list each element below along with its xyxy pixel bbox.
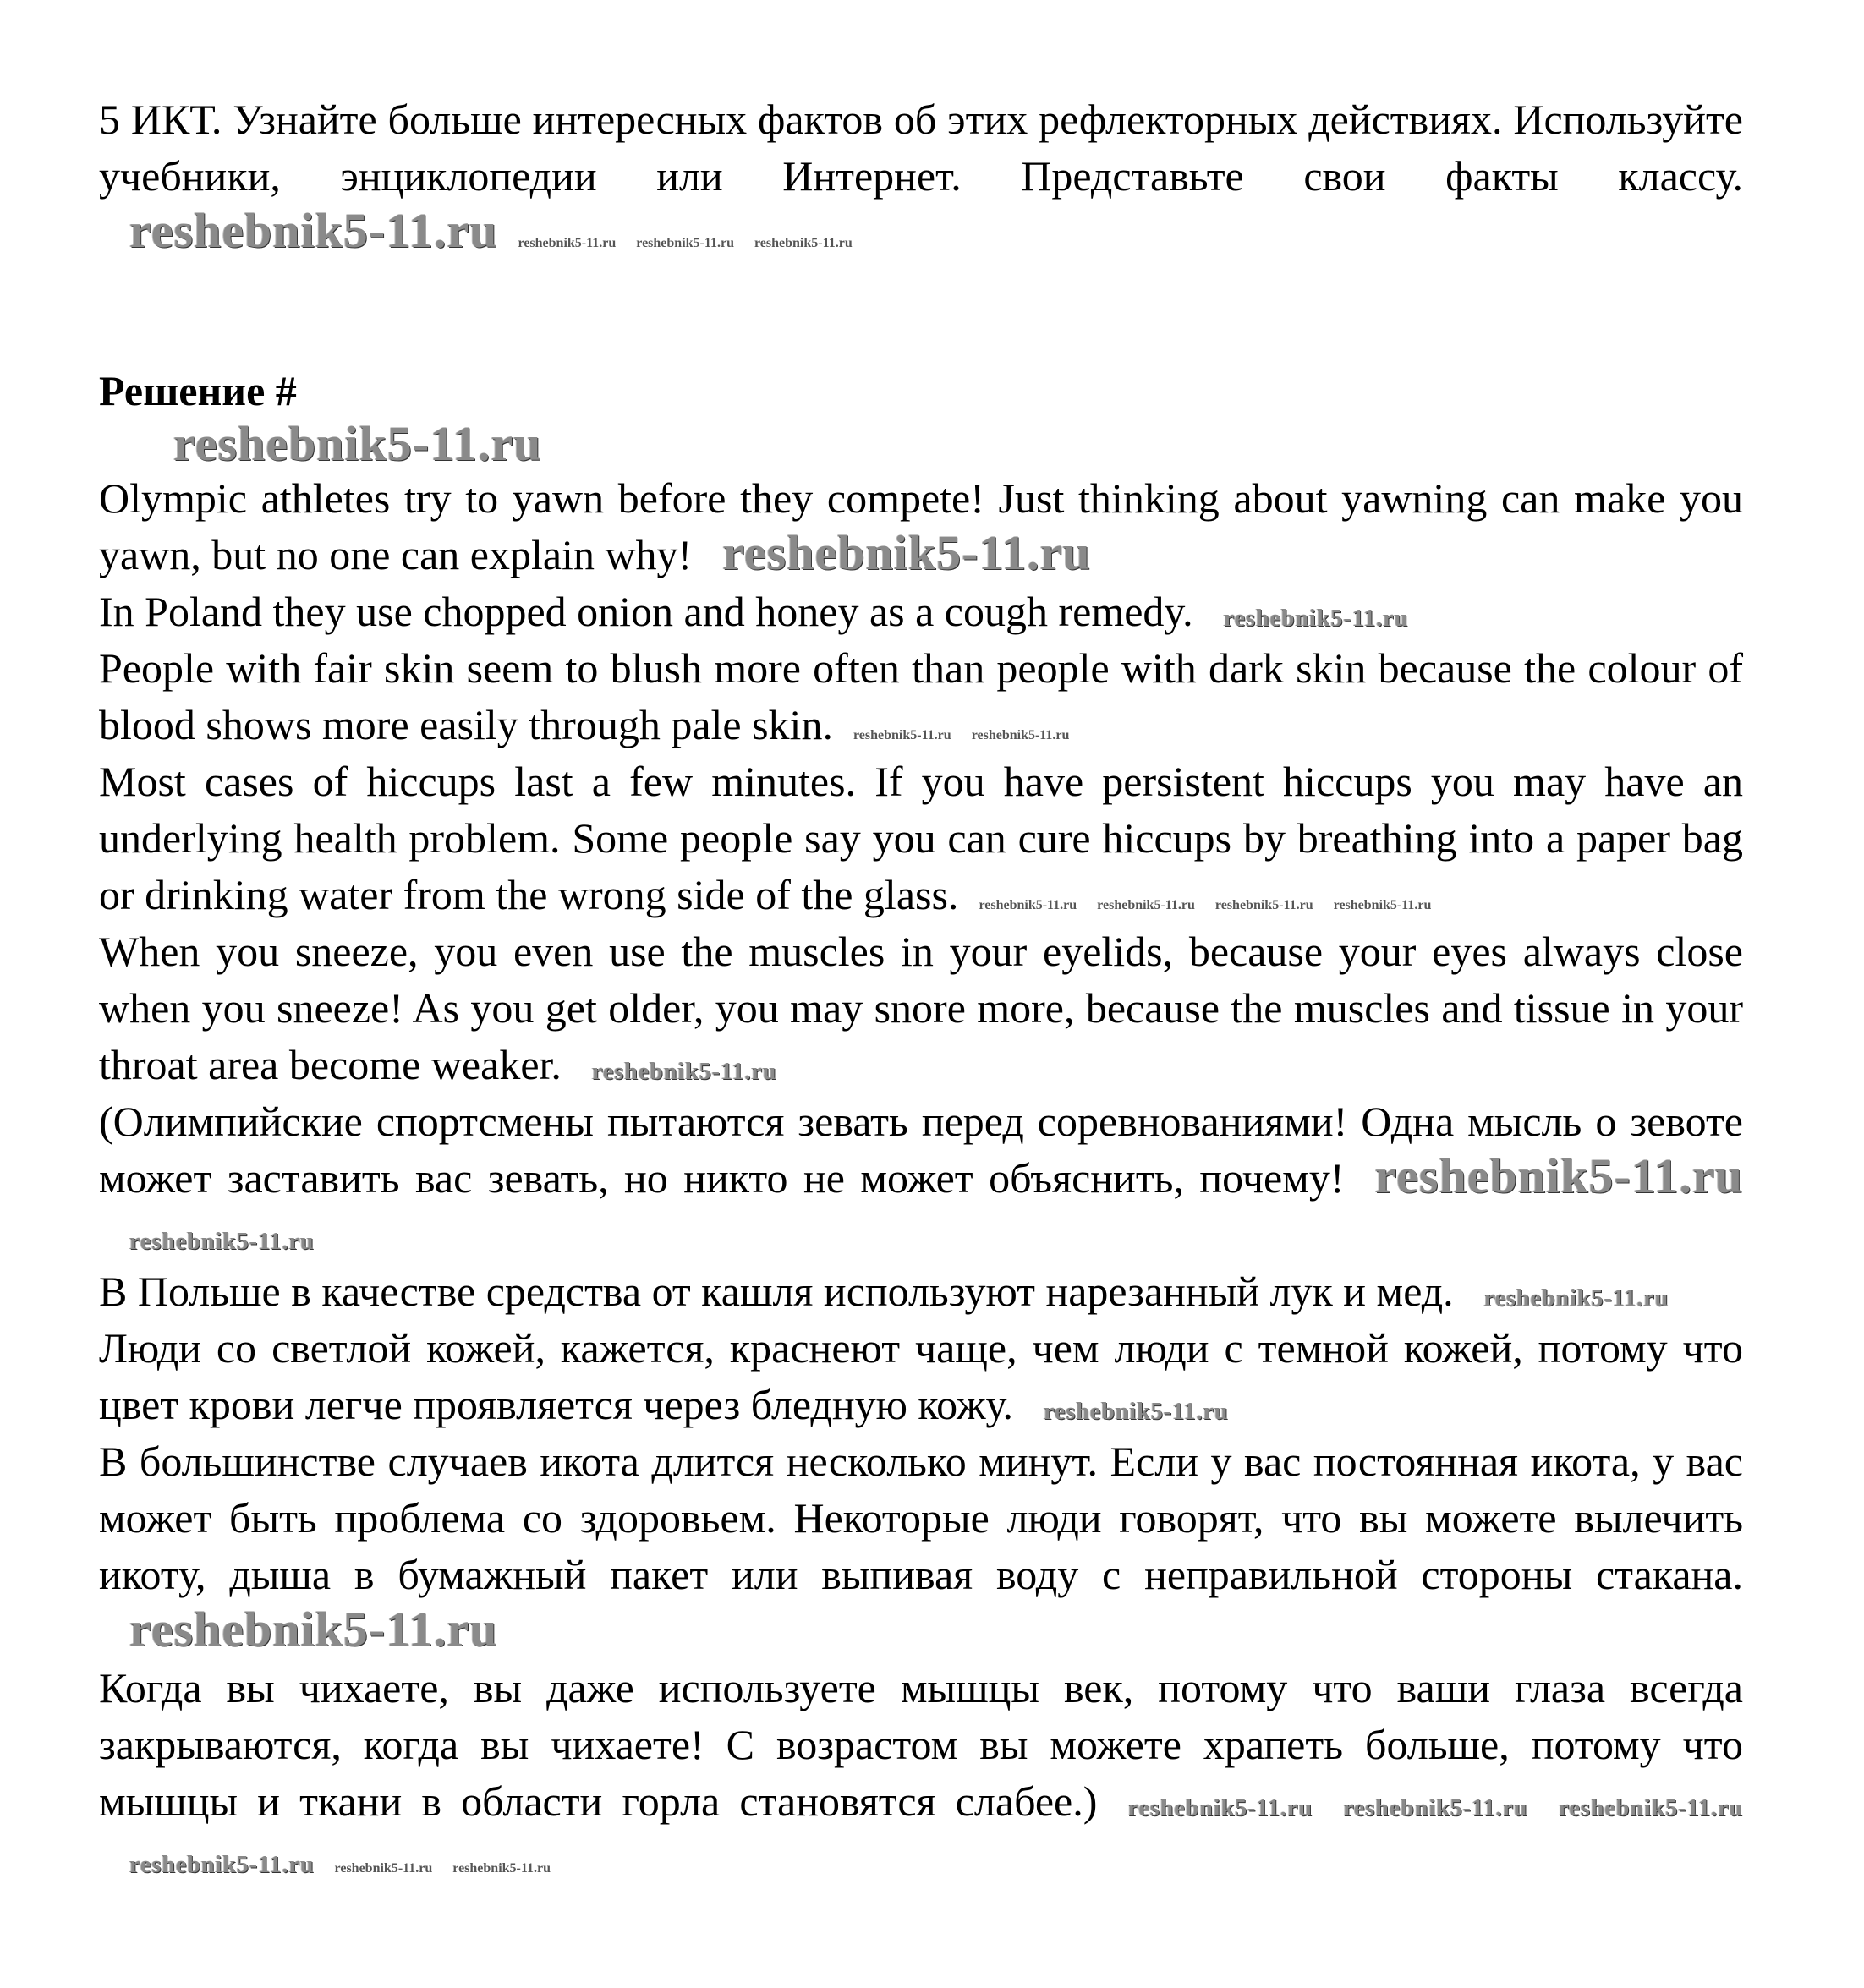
watermark: reshebnik5-11.ru (971, 728, 1070, 742)
watermark: reshebnik5-11.ru (754, 236, 853, 250)
fact-text: When you sneeze, you even use the muscles in your eyelids, because your eyes always close when you sneeze! As you get older, you may snore more, because the muscles and tissue in your throat area become weaker. (99, 928, 1743, 1088)
translation-paragraph (99, 1660, 1743, 1887)
translation-paragraph (99, 1093, 1743, 1263)
fact-text: Olympic athletes try to yawn before they compete! Just thinking about yawning can make you yawn, but no one can explain why! (99, 474, 1743, 578)
fact-text: In Poland they use chopped onion and honey as a cough remedy. (99, 588, 1193, 635)
watermark: reshebnik5-11.ru (591, 1059, 777, 1085)
watermark: reshebnik5-11.ru (452, 1861, 551, 1876)
fact-paragraph (99, 923, 1743, 1093)
translation-text: (Олимпийские спортсмены пытаются зевать перед соревнованиями! Одна мысль о зевоте может заставить вас зевать, но никто не может объяснить, почему! (99, 1098, 1743, 1202)
translation-text: В Польше в качестве средства от кашля используют нарезанный лук и мед. (99, 1268, 1454, 1315)
watermark: reshebnik5-11.ru (1558, 1795, 1743, 1821)
watermark: reshebnik5-11.ru (129, 203, 498, 258)
watermark: reshebnik5-11.ru (1333, 898, 1432, 912)
fact-text: Most cases of hiccups last a few minutes. If you have persistent hiccups you may have an underlying health problem. Some people say you can cure hiccups by breathing into a paper bag or drinking water from the wrong side of the glass. (99, 758, 1743, 918)
solution-body (99, 470, 1743, 1887)
page-content (99, 91, 1743, 1988)
translation-paragraph (99, 1263, 1743, 1320)
watermark: reshebnik5-11.ru (1214, 898, 1313, 912)
watermark: reshebnik5-11.ru (334, 1861, 433, 1876)
translation-text: Люди со светлой кожей, кажется, краснеют чаще, чем люди с темной кожей, потому что цвет крови легче проявляется через бледную кожу. (99, 1324, 1743, 1428)
fact-paragraph (99, 470, 1743, 583)
watermark: reshebnik5-11.ru (722, 525, 1091, 580)
fact-paragraph (99, 583, 1743, 640)
watermark: reshebnik5-11.ru (1223, 605, 1409, 632)
watermark: reshebnik5-11.ru (1342, 1795, 1528, 1821)
watermark: reshebnik5-11.ru (518, 236, 617, 250)
watermark: reshebnik5-11.ru (129, 1229, 315, 1255)
task-paragraph (99, 91, 1743, 261)
translation-text: Когда вы чихаете, вы даже используете мышцы век, потому что ваши глаза всегда закрываются, когда вы чихаете! С возрастом вы можете храпеть больше, потому что мышцы и ткани в области горла становятся слабее.) (99, 1664, 1743, 1825)
task-text: 5 ИКТ. Узнайте больше интересных фактов об этих рефлекторных действиях. Используйте учебники, энциклопедии или Интернет. Представьте свои факты классу. (99, 96, 1743, 200)
watermark: reshebnik5-11.ru (1483, 1285, 1669, 1312)
fact-paragraph (99, 640, 1743, 753)
watermark: reshebnik5-11.ru (129, 1602, 498, 1657)
watermark: reshebnik5-11.ru (129, 1852, 315, 1878)
watermark: reshebnik5-11.ru (1097, 898, 1195, 912)
fact-paragraph (99, 753, 1743, 923)
watermark-row (99, 416, 1743, 471)
translation-text: В большинстве случаев икота длится несколько минут. Если у вас постоянная икота, у вас может быть проблема со здоровьем. Некоторые люди говорят, что вы можете вылечить икоту, дыша в бумажный пакет или выпивая воду с неправильной стороны стакана. (99, 1438, 1743, 1598)
watermark: reshebnik5-11.ru (173, 416, 542, 471)
watermark: reshebnik5-11.ru (979, 898, 1077, 912)
translation-paragraph (99, 1320, 1743, 1433)
watermark: reshebnik5-11.ru (1127, 1795, 1313, 1821)
task-statement (99, 91, 1743, 261)
watermark: reshebnik5-11.ru (1374, 1148, 1743, 1203)
solution-heading: Решение # (99, 367, 297, 414)
translation-paragraph (99, 1433, 1743, 1660)
fact-text: People with fair skin seem to blush more often than people with dark skin because the colour of blood shows more easily through pale skin. (99, 644, 1743, 748)
watermark: reshebnik5-11.ru (636, 236, 734, 250)
watermark: reshebnik5-11.ru (853, 728, 951, 742)
watermark: reshebnik5-11.ru (1043, 1399, 1229, 1425)
